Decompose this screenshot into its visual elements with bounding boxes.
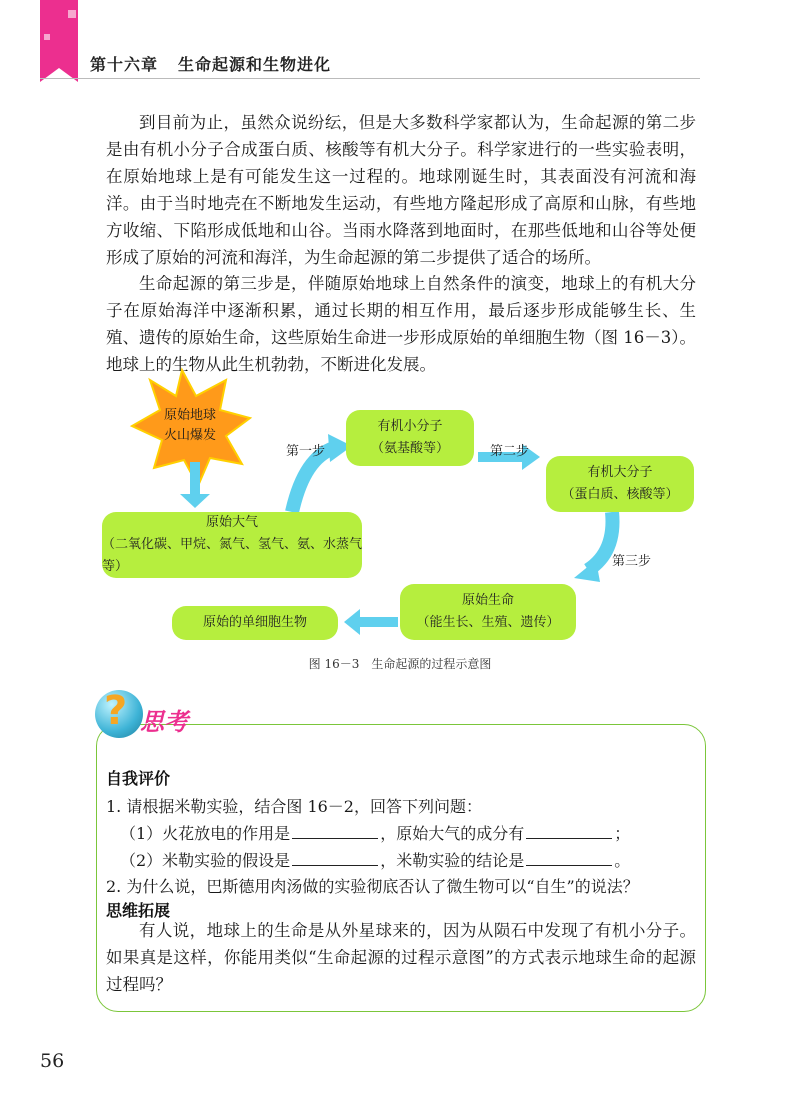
answer-blank[interactable] <box>292 824 378 839</box>
chapter-number: 第十六章 <box>90 55 159 74</box>
expansion-paragraph: 有人说，地球上的生命是从外星球来的，因为从陨石中发现了有机小分子。如果真是这样，你能用类似“生命起源的过程示意图”的方式表示地球生命的起源过程吗？ <box>106 921 696 994</box>
self-evaluation-heading: 自我评价 <box>106 769 171 788</box>
arrow-down-icon <box>190 462 200 496</box>
arrow-left-icon <box>358 617 398 627</box>
answer-blank[interactable] <box>292 851 378 866</box>
paragraph-second-step: 到目前为止，虽然众说纷纭，但是大多数科学家都认为，生命起源的第二步是由有机小分子合成蛋白质、核酸等有机大分子。科学家进行的一些实验表明，在原始地球上是有可能发生这一过程的。地球刚诞生时，其表面没有河流和海洋。由于当时地壳在不断地发生运动，有些地方隆起形成了高原和山脉，有些地方收缩、下陷形成低地和山谷。当雨水降落到地面时，在那些低地和山谷等处便形成了原始的河流和海洋，为生命起源的第二步提供了适合的场所。 <box>106 113 696 267</box>
question-1: 1. 请根据米勒实验，结合图 16－2，回答下列问题： <box>106 797 482 816</box>
thinking-expansion-heading: 思维拓展 <box>106 901 171 920</box>
page-number: 56 <box>40 1050 65 1072</box>
step3-label: 第三步 <box>612 554 652 569</box>
box-large-molecules: 有机大分子 （蛋白质、核酸等） <box>546 456 694 512</box>
chapter-title: 生命起源和生物进化 <box>178 55 332 74</box>
question-mark-icon: ? <box>104 688 128 734</box>
box-primitive-life: 原始生命 （能生长、生殖、遗传） <box>400 584 576 640</box>
step2-label: 第二步 <box>490 444 530 459</box>
question-1b: （2）米勒实验的假设是 ，米勒实验的结论是 。 <box>120 851 631 870</box>
arrow-step3-icon <box>588 512 613 570</box>
answer-blank[interactable] <box>526 851 612 866</box>
figure-caption: 图 16－3 生命起源的过程示意图 <box>308 657 492 671</box>
question-1a: （1）火花放电的作用是 ，原始大气的成分有 ； <box>120 824 631 843</box>
paragraph-third-step: 生命起源的第三步是，伴随原始地球上自然条件的演变，地球上的有机大分子在原始海洋中逐渐积累，通过长期的相互作用，最后逐步形成能够生长、生殖、遗传的原始生命，这些原始生命进一步形成原始的单细胞生物（图 16－3）。地球上的生物从此生机勃勃，不断进化发展。 <box>106 274 696 374</box>
question-2: 2. 为什么说，巴斯德用肉汤做的实验彻底否认了微生物可以“自生”的说法？ <box>106 877 639 896</box>
box-primitive-atmosphere: 原始大气 （二氧化碳、甲烷、氮气、氢气、氨、水蒸气等） <box>102 512 362 578</box>
box-small-molecules: 有机小分子 （氨基酸等） <box>346 410 474 466</box>
think-title: 思考 <box>140 708 188 736</box>
box-unicellular: 原始的单细胞生物 <box>172 606 338 640</box>
answer-blank[interactable] <box>526 824 612 839</box>
step1-label: 第一步 <box>286 444 326 459</box>
star-label: 原始地球 火山爆发 <box>163 408 216 443</box>
